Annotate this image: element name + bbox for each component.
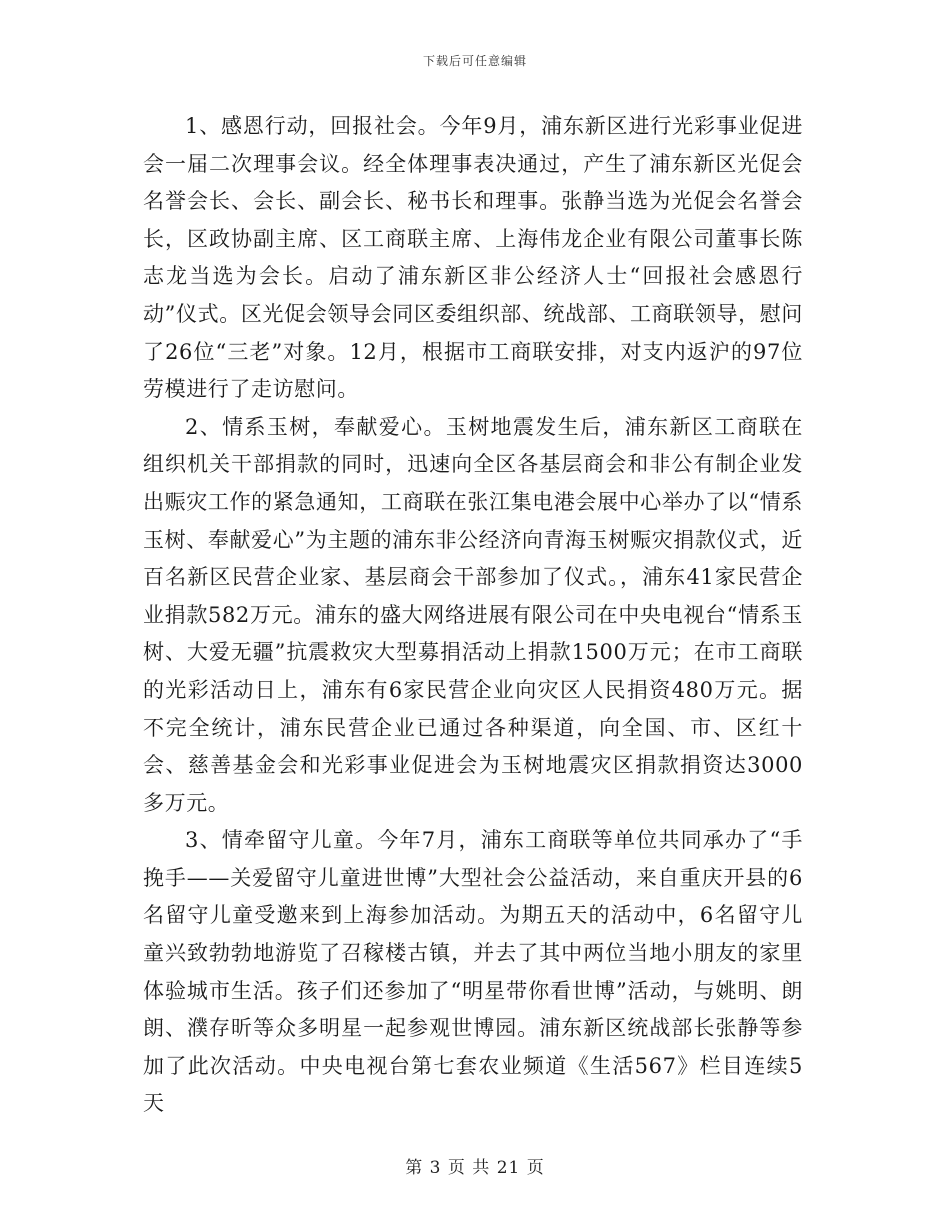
document-body — [143, 108, 803, 1123]
paragraph-2: 2、情系玉树，奉献爱心。玉树地震发生后，浦东新区工商联在组织机关干部捐款的同时，迅速向全区各基层商会和非公有制企业发出赈灾工作的紧急通知，工商联在张江集电港会展中心举办了以“情系玉树、奉献爱心”为主题的浦东非公经济向青海玉树赈灾捐款仪式，近百名新区民营企业家、基层商会干部参加了仪式。，浦东41家民营企业捐款582万元。浦东的盛大网络进展有限公司在中央电视台“情系玉树、大爱无疆”抗震救灾大型募捐活动上捐款1500万元；在市工商联的光彩活动日上，浦东有6家民营企业向灾区人民捐资480万元。据不完全统计，浦东民营企业已通过各种渠道，向全国、市、区红十会、慈善基金会和光彩事业促进会为玉树地震灾区捐款捐资达3000多万元。 — [143, 414, 803, 815]
page-number-footer: 第 3 页 共 21 页 — [405, 1158, 545, 1178]
page-header: 下载后可任意编辑 — [422, 54, 527, 68]
paragraph-1: 1、感恩行动，回报社会。今年9月，浦东新区进行光彩事业促进会一届二次理事会议。经全体理事表决通过，产生了浦东新区光促会名誉会长、会长、副会长、秘书长和理事。张静当选为光促会名誉会长，区政协副主席、区工商联主席、上海伟龙企业有限公司董事长陈志龙当选为会长。启动了浦东新区非公经济人士“回报社会感恩行动”仪式。区光促会领导会同区委组织部、统战部、工商联领导，慰问了26位“三老”对象。12月，根据市工商联安排，对支内返沪的97位劳模进行了走访慰问。 — [143, 114, 803, 402]
paragraph-3: 3、情牵留守儿童。今年7月，浦东工商联等单位共同承办了“手挽手——关爱留守儿童进世博”大型社会公益活动，来自重庆开县的6名留守儿童受邀来到上海参加活动。为期五天的活动中，6名留守儿童兴致勃勃地游览了召稼楼古镇，并去了其中两位当地小朋友的家里体验城市生活。孩子们还参加了“明星带你看世博”活动，与姚明、朗朗、濮存昕等众多明星一起参观世博园。浦东新区统战部长张静等参加了此次活动。中央电视台第七套农业频道《生活567》栏目连续5天 — [143, 828, 803, 1116]
